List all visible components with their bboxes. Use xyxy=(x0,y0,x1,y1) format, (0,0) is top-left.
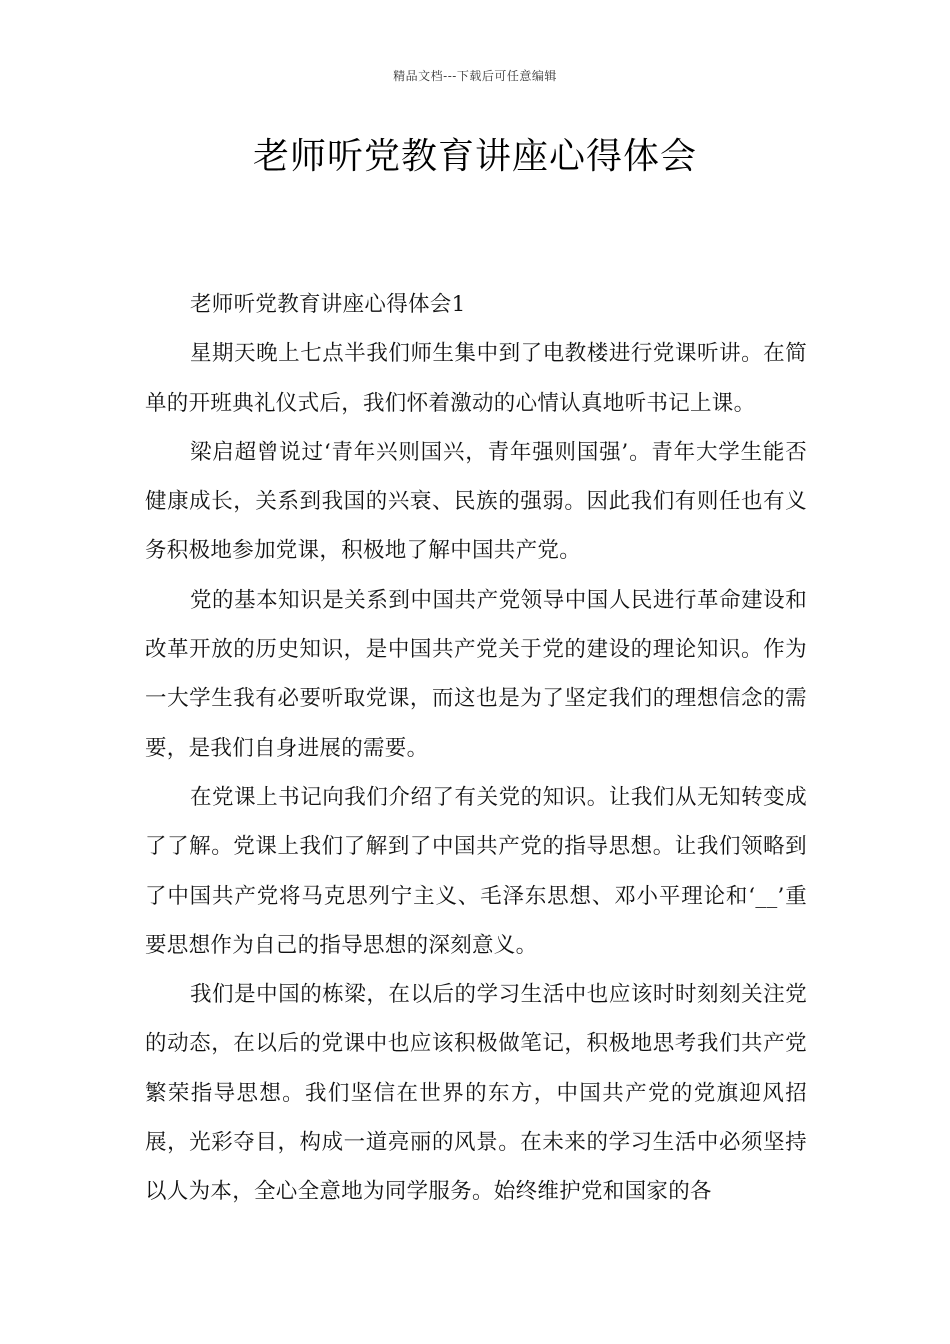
paragraph: 党的基本知识是关系到中国共产党领导中国人民进行革命建设和改革开放的历史知识，是中国共产党关于党的建设的理论知识。作为一大学生我有必要听取党课，而这也是为了坚定我们的理想信念的需要，是我们自身进展的需要。 xyxy=(145,587,807,761)
section-heading: 老师听党教育讲座心得体会1 xyxy=(190,292,466,317)
paragraph: 梁启超曾说过‘青年兴则国兴，青年强则国强’。青年大学生能否健康成长，关系到我国的兴衰、民族的强弱。因此我们有则任也有义务积极地参加党课，积极地了解中国共产党。 xyxy=(145,439,807,564)
paragraph: 星期天晚上七点半我们师生集中到了电教楼进行党课听讲。在简单的开班典礼仪式后，我们怀着激动的心情认真地听书记上课。 xyxy=(145,341,807,416)
header-note: 精品文档---下载后可任意编辑 xyxy=(393,69,557,83)
paragraph: 在党课上书记向我们介绍了有关党的知识。让我们从无知转变成了了解。党课上我们了解到了中国共产党的指导思想。让我们领略到了中国共产党将马克思列宁主义、毛泽东思想、邓小平理论和‘__’重要思想作为自己的指导思想的深刻意义。 xyxy=(145,784,807,958)
paragraph: 我们是中国的栋梁，在以后的学习生活中也应该时时刻刻关注党的动态，在以后的党课中也应该积极做笔记，积极地思考我们共产党繁荣指导思想。我们坚信在世界的东方，中国共产党的党旗迎风招展，光彩夺目，构成一道亮丽的风景。在未来的学习生活中必须坚持以人为本，全心全意地为同学服务。始终维护党和国家的各 xyxy=(145,982,807,1205)
document-body xyxy=(145,280,807,1217)
document-title: 老师听党教育讲座心得体会 xyxy=(252,136,697,177)
